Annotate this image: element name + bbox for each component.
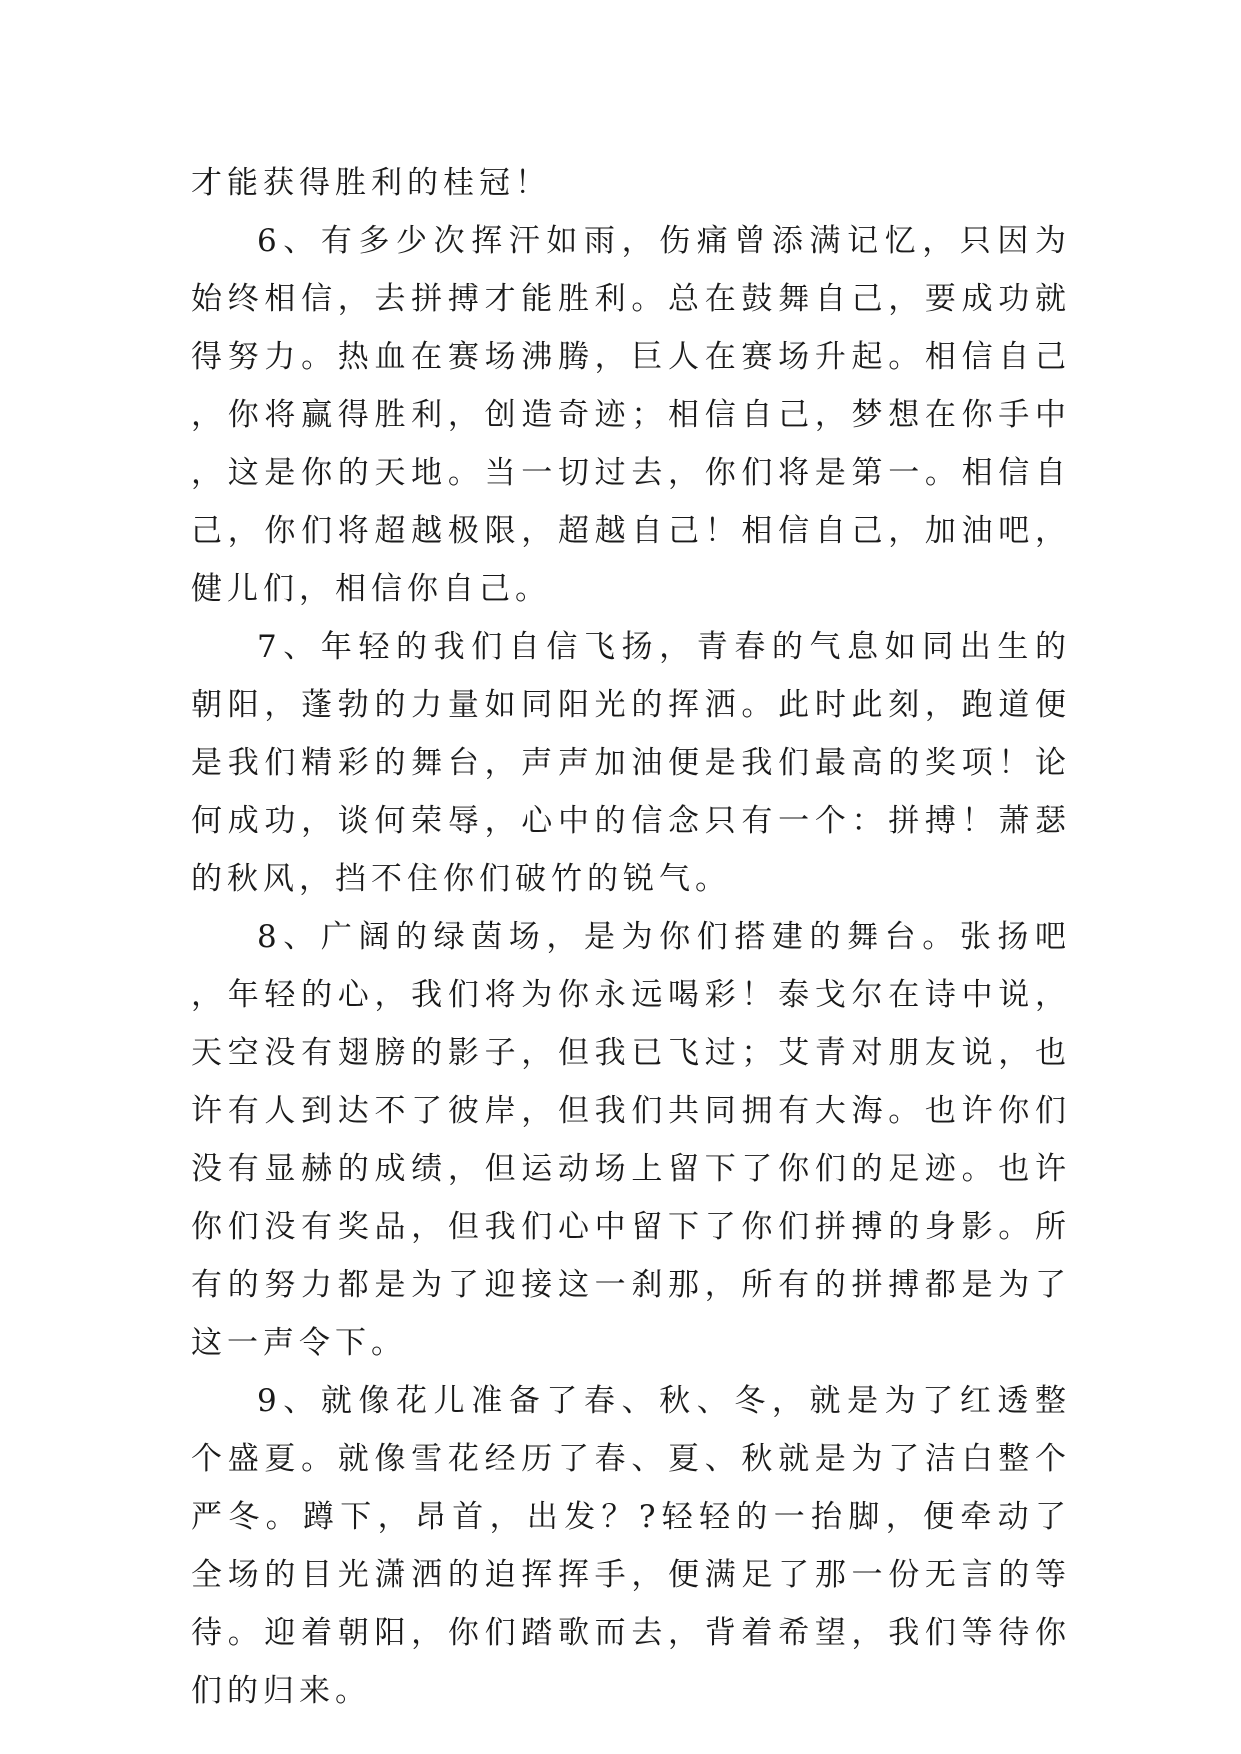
paragraph-9: 9、就像花儿准备了春、秋、冬，就是为了红透整个盛夏。就像雪花经历了春、夏、秋就是为了洁白整个严冬。蹲下，昂首，出发？?轻轻的一抬脚，便牵动了全场的目光潇洒的迫挥挥手，便满足了那一份无言的等待。迎着朝阳，你们踏歌而去，背着希望，我们等待你们的归来。 bbox=[191, 1383, 1071, 1709]
paragraph-continued: 才能获得胜利的桂冠！ bbox=[191, 165, 551, 201]
paragraph-7: 7、年轻的我们自信飞扬，青春的气息如同出生的朝阳，蓬勃的力量如同阳光的挥洒。此时此刻，跑道便是我们精彩的舞台，声声加油便是我们最高的奖项！论何成功，谈何荣辱，心中的信念只有一个：拼搏！萧瑟的秋风，挡不住你们破竹的锐气。 bbox=[191, 629, 1071, 897]
document-body bbox=[191, 154, 1071, 1720]
paragraph-8: 8、广阔的绿茵场，是为你们搭建的舞台。张扬吧，年轻的心，我们将为你永远喝彩！泰戈尔在诗中说，天空没有翅膀的影子，但我已飞过；艾青对朋友说，也许有人到达不了彼岸，但我们共同拥有大海。也许你们没有显赫的成绩，但运动场上留下了你们的足迹。也许你们没有奖品，但我们心中留下了你们拼搏的身影。所有的努力都是为了迎接这一刹那，所有的拼搏都是为了这一声令下。 bbox=[191, 919, 1071, 1361]
paragraph-6: 6、有多少次挥汗如雨，伤痛曾添满记忆，只因为始终相信，去拼搏才能胜利。总在鼓舞自己，要成功就得努力。热血在赛场沸腾，巨人在赛场升起。相信自己，你将赢得胜利，创造奇迹；相信自己，梦想在你手中，这是你的天地。当一切过去，你们将是第一。相信自己，你们将超越极限，超越自己！相信自己，加油吧，健儿们，相信你自己。 bbox=[191, 223, 1071, 607]
